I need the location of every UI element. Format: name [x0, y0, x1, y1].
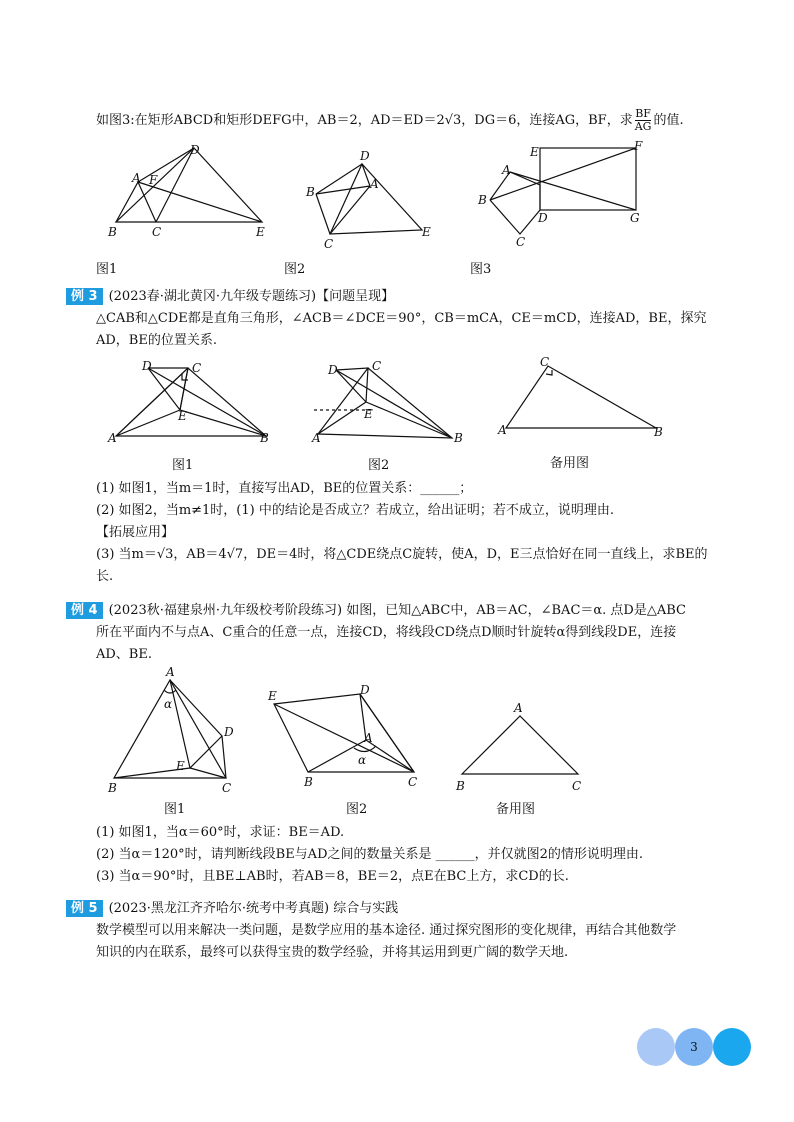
- svg-text:A: A: [502, 163, 511, 177]
- ex3-figure-spare: [496, 356, 676, 440]
- svg-text:E: E: [530, 145, 539, 159]
- page-number: 3: [690, 1040, 698, 1054]
- svg-text:D: D: [360, 149, 370, 163]
- example-3-badge: 例 3: [66, 288, 103, 305]
- ex3-stem-2: AD，BE的位置关系.: [96, 333, 217, 348]
- ex5-paragraph-1: 数学模型可以用来解决一类问题，是数学应用的基本途径. 通过探究图形的变化规律，再结合其他数学: [96, 923, 677, 938]
- ex4-figure-2: [268, 680, 428, 794]
- svg-text:C: C: [222, 781, 232, 795]
- intro-figure-1: [108, 140, 268, 240]
- page-number-badge: [636, 1027, 752, 1067]
- svg-text:A: A: [370, 177, 379, 191]
- svg-text:E: E: [422, 225, 431, 239]
- ex3-caption-1: 图1: [172, 458, 194, 473]
- svg-text:B: B: [454, 431, 463, 445]
- svg-text:D: D: [142, 359, 152, 373]
- ex3-question-3-tail: 长.: [96, 569, 114, 584]
- ex4-figure-1: [104, 664, 244, 794]
- example-5-header: 例 5 (2023·黑龙江齐齐哈尔·统考中考真题) 综合与实践: [66, 900, 398, 918]
- svg-text:B: B: [478, 193, 487, 207]
- svg-text:C: C: [572, 779, 582, 793]
- example-4-badge: 例 4: [66, 602, 103, 619]
- svg-text:C: C: [516, 235, 526, 249]
- svg-text:A: A: [132, 171, 141, 185]
- svg-text:α: α: [164, 697, 173, 711]
- svg-text:B: B: [108, 781, 117, 795]
- svg-text:D: D: [538, 211, 548, 225]
- ex4-figure-spare: [456, 700, 596, 794]
- svg-text:A: A: [166, 665, 175, 679]
- svg-text:B: B: [304, 775, 313, 789]
- svg-text:E: E: [364, 407, 373, 421]
- ex3-extension-heading: 【拓展应用】: [96, 525, 175, 540]
- ex4-caption-2: 图2: [346, 802, 368, 817]
- example-3-header: 例 3 (2023春·湖北黄冈·九年级专题练习)【问题呈现】: [66, 288, 394, 306]
- svg-text:B: B: [260, 431, 269, 445]
- svg-text:B: B: [108, 225, 117, 239]
- example-5-badge: 例 5: [66, 900, 103, 917]
- svg-text:D: D: [360, 683, 370, 697]
- example-4-header: 例 4 (2023秋·福建泉州·九年级校考阶段练习) 如图，已知△ABC中，AB＝AC，∠BAC＝α. 点D是△ABC: [66, 602, 686, 620]
- ex5-paragraph-2: 知识的内在联系，最终可以获得宝贵的数学经验，并将其运用到更广阔的数学天地.: [96, 945, 569, 960]
- svg-text:C: C: [372, 359, 382, 373]
- fraction: $\frac{BF}{AG}$: [634, 107, 652, 133]
- ex3-figure-2: [312, 358, 472, 448]
- svg-text:B: B: [306, 185, 315, 199]
- svg-text:G: G: [630, 211, 640, 225]
- intro-line: 如图3:在矩形ABCD和矩形DEFG中，AB＝2，AD＝ED＝2√3，DG＝6，连接AG，BF，求 $\frac{BF}{AG}$ 的值.: [96, 107, 684, 133]
- svg-text:A: A: [312, 431, 321, 445]
- svg-text:F: F: [634, 139, 643, 153]
- svg-text:D: D: [224, 725, 234, 739]
- ex4-question-2: (2) 当α＝120°时，请判断线段BE与AD之间的数量关系是 ______，并仅就图2的情形说明理由.: [96, 847, 644, 862]
- svg-text:B: B: [654, 425, 663, 439]
- ex3-caption-2: 图2: [368, 458, 390, 473]
- svg-text:C: C: [192, 361, 202, 375]
- ex4-stem-2: 所在平面内不与点A、C重合的任意一点，连接CD，将线段CD绕点D顺时针旋转α得到线段DE，连接: [96, 625, 677, 640]
- ex4-caption-1: 图1: [164, 802, 186, 817]
- ex4-question-1: (1) 如图1，当α＝60°时，求证：BE＝AD.: [96, 825, 345, 840]
- svg-text:C: C: [408, 775, 418, 789]
- svg-text:E: E: [256, 225, 265, 239]
- intro-caption-3: 图3: [470, 262, 492, 277]
- ex4-caption-spare: 备用图: [496, 802, 536, 817]
- svg-text:D: D: [190, 143, 200, 157]
- intro-figure-2: [304, 146, 444, 251]
- ex4-stem-3: AD、BE.: [96, 647, 152, 662]
- intro-caption-2: 图2: [284, 262, 306, 277]
- svg-text:E: E: [268, 689, 277, 703]
- svg-text:C: C: [324, 237, 334, 251]
- svg-text:D: D: [328, 363, 338, 377]
- svg-text:C: C: [540, 355, 550, 369]
- ex3-stem-1: △CAB和△CDE都是直角三角形，∠ACB＝∠DCE＝90°，CB＝mCA，CE＝mCD，连接AD，BE，探究: [96, 311, 707, 326]
- svg-text:A: A: [514, 701, 523, 715]
- svg-text:A: A: [108, 431, 117, 445]
- ex4-question-3: (3) 当α＝90°时，且BE⊥AB时，若AB＝8，BE＝2，点E在BC上方，求CD的长.: [96, 869, 569, 884]
- ex3-question-1: (1) 如图1，当m＝1时，直接写出AD，BE的位置关系：______；: [96, 481, 473, 496]
- svg-text:A: A: [498, 423, 507, 437]
- intro-figure-3: [476, 140, 646, 250]
- svg-text:α: α: [358, 753, 367, 767]
- ex3-question-3: (3) 当m＝√3，AB＝4√7，DE＝4时，将△CDE绕点C旋转，使A，D，E三点恰好在同一直线上，求BE的: [96, 547, 708, 562]
- svg-text:C: C: [152, 225, 162, 239]
- svg-text:B: B: [456, 779, 465, 793]
- ex3-figure-1: [108, 358, 278, 448]
- ex3-question-2: (2) 如图2，当m≠1时，(1) 中的结论是否成立？若成立，给出证明；若不成立，说明理由.: [96, 503, 614, 518]
- svg-text:E: E: [176, 759, 185, 773]
- intro-caption-1: 图1: [96, 262, 118, 277]
- ex3-caption-spare: 备用图: [550, 456, 590, 471]
- svg-text:A: A: [364, 731, 373, 745]
- svg-text:F: F: [149, 173, 158, 187]
- svg-text:E: E: [178, 409, 187, 423]
